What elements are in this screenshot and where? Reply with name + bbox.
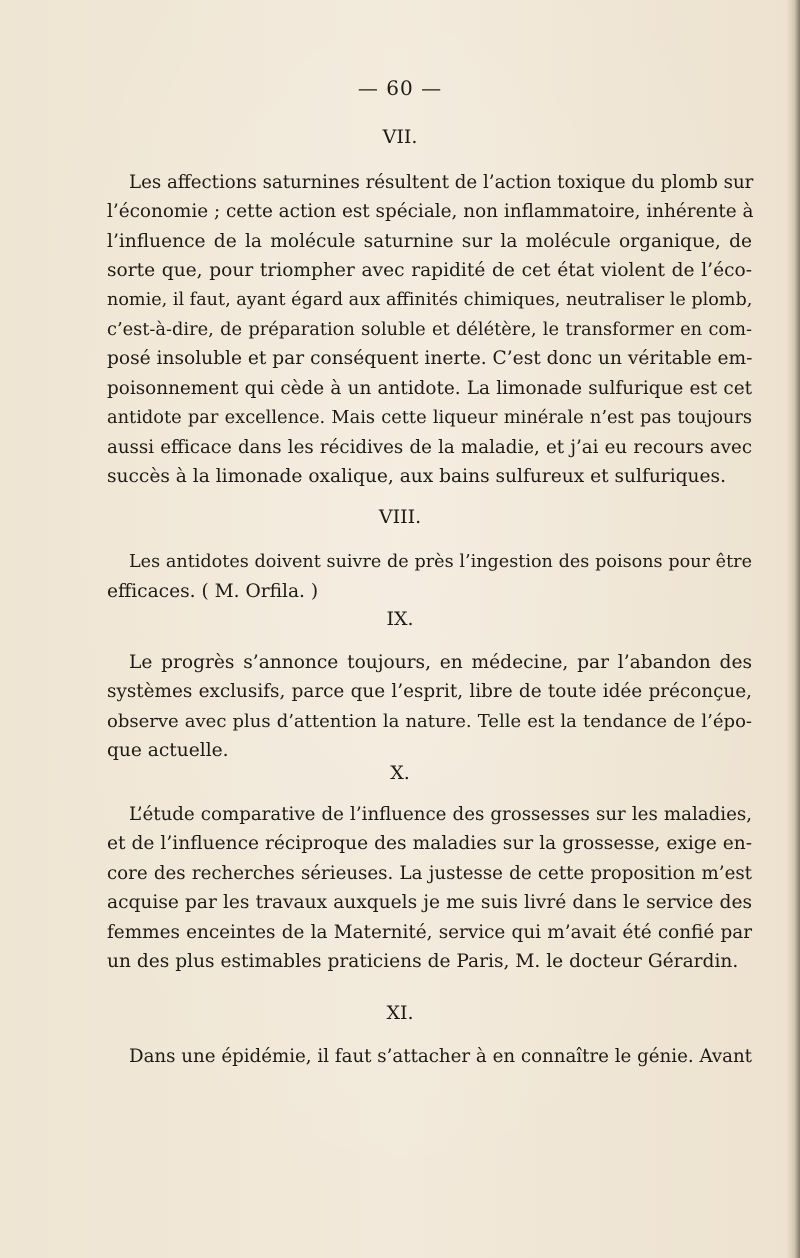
section-title-viii: VIII. [378, 506, 422, 528]
page-number: — 60 — [357, 76, 443, 100]
text-line: Le progrès s’annonce toujours, en médecine, par l’abandon des [129, 652, 752, 673]
text-line: efficaces. ( M. Orfila. ) [107, 581, 319, 603]
text-line: femmes enceintes de la Maternité, service qui m’avait été confié par [107, 921, 752, 943]
text-line: c’est-à-dire, de préparation soluble et délétère, le transformer en com- [107, 319, 752, 341]
text-line: sorte que, pour triompher avec rapidité de cet état violent de l’éco- [107, 260, 752, 282]
text-line: poisonnement qui cède à un antidote. La limonade sulfurique est cet [107, 377, 752, 399]
section-title-xi: XI. [386, 1002, 414, 1024]
text-line: succès à la limonade oxalique, aux bains sulfureux et sulfuriques. [107, 466, 726, 488]
text-line: l’influence de la molécule saturnine sur la molécule organique, de [107, 230, 752, 252]
paragraph-ix [107, 648, 752, 766]
text-line: un des plus estimables praticiens de Paris, M. le docteur Gérardin. [107, 951, 739, 973]
text-line: posé insoluble et par conséquent inerte. C’est donc un véritable em- [107, 348, 753, 370]
section-title-ix: IX. [386, 608, 414, 630]
text-line: Dans une épidémie, il faut s’attacher à en connaître le génie. Avant [129, 1046, 752, 1067]
paragraph-xi [107, 1042, 752, 1071]
text-line: acquise par les travaux auxquels je me suis livré dans le service des [107, 892, 752, 914]
text-line: Les affections saturnines résultent de l’action toxique du plomb sur [129, 172, 754, 193]
paragraph-vii [107, 168, 752, 491]
paragraph-viii [107, 548, 752, 607]
paragraph-x [107, 800, 752, 976]
text-line: core des recherches sérieuses. La justesse de cette proposition m’est [107, 862, 752, 884]
text-line: que actuelle. [107, 740, 229, 762]
section-title-x: X. [390, 762, 410, 784]
text-line: Les antidotes doivent suivre de près l’ingestion des poisons pour être [129, 552, 752, 572]
text-line: aussi efficace dans les récidives de la maladie, et j’ai eu recours avec [107, 436, 752, 458]
text-line: systèmes exclusifs, parce que l’esprit, libre de toute idée préconçue, [107, 681, 752, 703]
text-line: antidote par excellence. Mais cette liqueur minérale n’est pas toujours [107, 407, 752, 429]
text-line: nomie, il faut, ayant égard aux affinités chimiques, neutraliser le plomb, [107, 289, 753, 310]
text-line: et de l’influence réciproque des maladies sur la grossesse, exige en- [107, 833, 752, 855]
text-line: observe avec plus d’attention la nature. Telle est la tendance de l’épo- [107, 710, 752, 732]
text-line: l’économie ; cette action est spéciale, non inflammatoire, inhérente à [107, 201, 754, 223]
section-title-vii: VII. [382, 126, 418, 148]
text-line: L’étude comparative de l’influence des grossesses sur les maladies, [129, 804, 752, 825]
